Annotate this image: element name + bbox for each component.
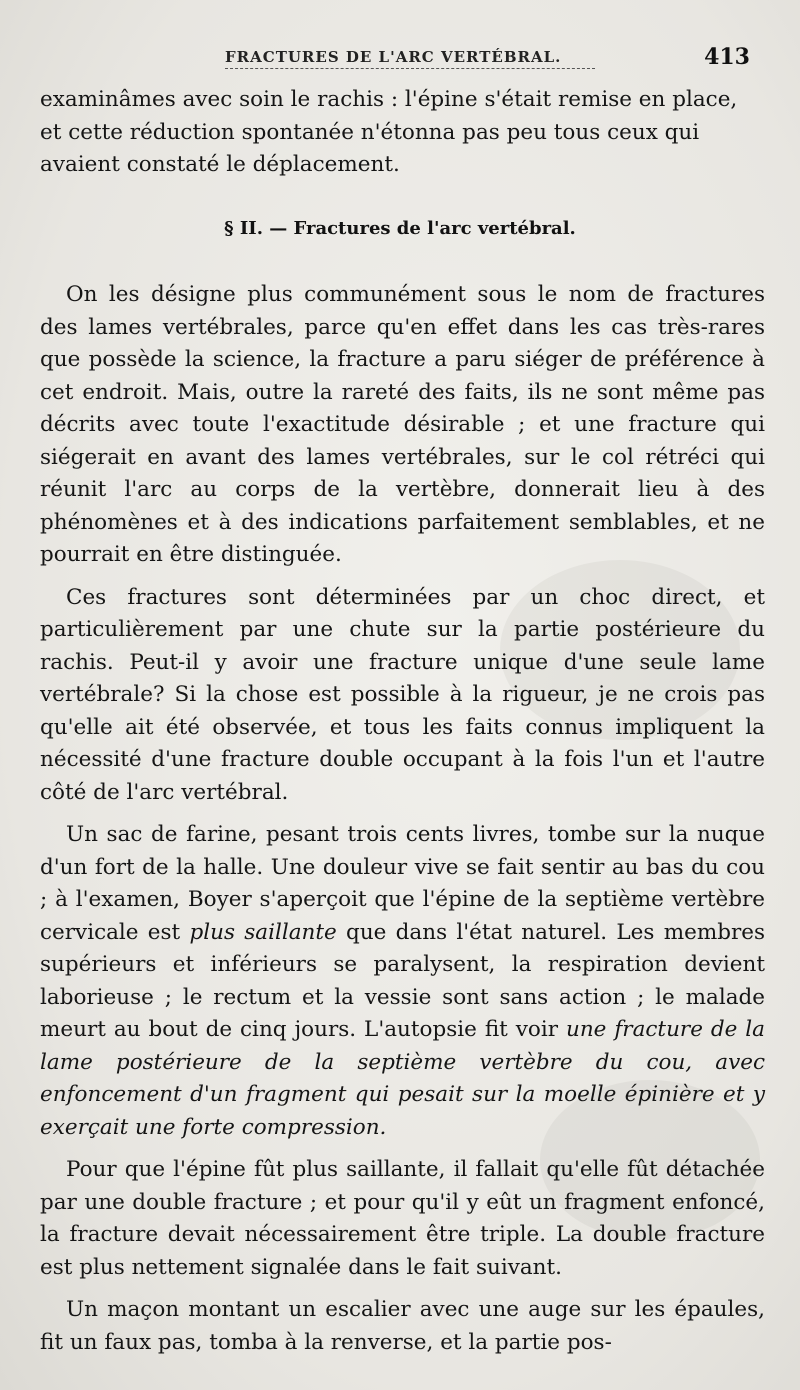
emphasis-text: une fracture de la lame postérieure de la septième vertèbre du cou, avec enfoncement d'un fragment qui pesait sur la moelle épinière et y exerçait une forte compression.: [40, 1017, 766, 1140]
body-text: [40, 279, 765, 1359]
paragraph: Ces fractures sont déterminées par un choc direct, et particulièrement par une chute sur la partie postérieure du rachis. Peut-il y avoir une fracture unique d'une seule lame vertébrale? Si la chose est possible à la rigueur, je ne crois pas qu'elle ait été observée, et tous les faits connus impliquent la nécessité d'une fracture double occupant à la fois l'un et l'autre côté de l'arc vertébral.: [40, 584, 765, 805]
paragraph-text: Un sac de farine, pesant trois cents livres, tombe sur la nuque d'un fort de la halle. Une douleur vive se fait sentir au bas du cou ; à l'examen, Boyer s'aperçoit que l'épine de la septième vertèbre cervicale est: [40, 822, 765, 945]
intro-line: et cette réduction spontanée n'étonna pas peu tous ceux qui: [40, 119, 700, 145]
paragraph: Un maçon montant un escalier avec une auge sur les épaules, fit un faux pas, tomba à la renverse, et la partie pos-: [40, 1297, 765, 1355]
page-number: 413: [704, 44, 750, 70]
emphasis-text: plus saillante: [189, 919, 337, 945]
intro-line: avaient constaté le déplacement.: [40, 152, 400, 177]
intro-paragraph: [40, 84, 765, 182]
paragraph: Pour que l'épine fût plus saillante, il fallait qu'elle fût détachée par une double fracture ; et pour qu'il y eût un fragment enfoncé, la fracture devait nécessairement être triple. La double fracture est plus nettement signalée dans le fait suivant.: [40, 1157, 765, 1280]
paragraph: On les désigne plus communément sous le nom de fractures des lames vertébrales, parce qu'en effet dans les cas très-rares que possède la science, la fracture a paru siéger de préférence à cet endroit. Mais, outre la rareté des faits, ils ne sont même pas décrits avec toute l'exactitude désirable ; et une fracture qui siégerait en avant des lames vertébrales, sur le col rétréci qui réunit l'arc au corps de la vertèbre, donnerait lieu à des phénomènes et à des indications parfaitement semblables, et ne pourrait en être distinguée.: [40, 282, 765, 567]
section-heading: § II. — Fractures de l'arc vertébral.: [224, 218, 576, 239]
page-header: [0, 44, 800, 74]
intro-line: examinâmes avec soin le rachis : l'épine s'était remise en place,: [40, 87, 738, 112]
paragraph-text: que dans l'état naturel. Les membres supérieurs et inférieurs se paralysent, la respiration devient laborieuse ; le rectum et la vessie sont sans action ; le malade meurt au bout de cinq jours. L'autopsie fit voir: [40, 919, 765, 1042]
header-rule: [225, 68, 595, 70]
running-head: FRACTURES DE L'ARC VERTÉBRAL.: [225, 48, 562, 66]
paragraph: [40, 819, 765, 1144]
